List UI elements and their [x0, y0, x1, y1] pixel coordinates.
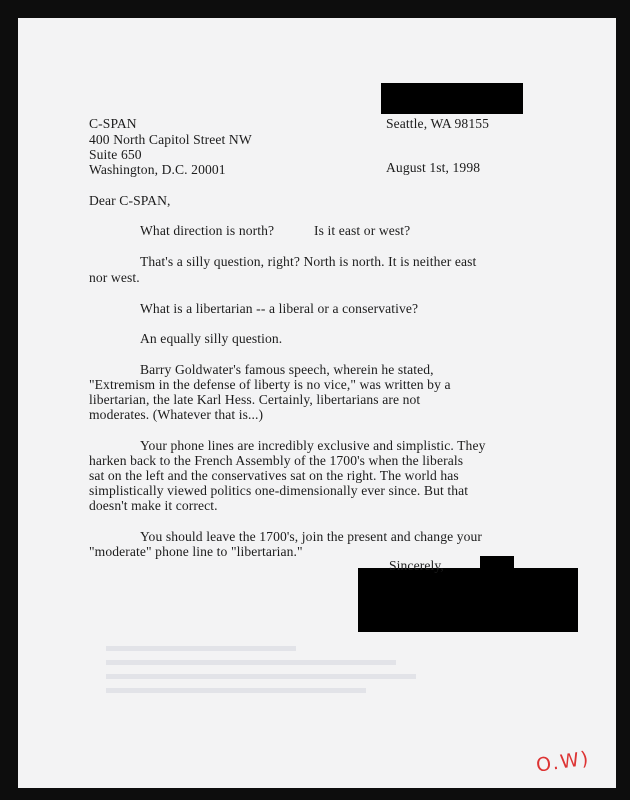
paragraph-7-line: "moderate" phone line to "libertarian.": [89, 544, 303, 559]
recipient-city: Washington, D.C. 20001: [89, 162, 226, 177]
recipient-suite: Suite 650: [89, 147, 142, 162]
paragraph-6-line: simplistically viewed politics one-dimensionally ever since. But that: [89, 483, 469, 498]
closing: Sincerely,: [389, 558, 444, 573]
recipient-name: C-SPAN: [89, 116, 137, 131]
paragraph-6-line: doesn't make it correct.: [89, 498, 218, 513]
paragraph-6-line: sat on the left and the conservatives sat on the right. The world has: [89, 468, 459, 483]
paragraph-5-line: libertarian, the late Karl Hess. Certainly, libertarians are not: [89, 392, 421, 407]
paragraph-5-line: "Extremism in the defense of liberty is no vice," was written by a: [89, 377, 451, 392]
bleed-through-text: [106, 646, 426, 716]
paragraph-2-line: That's a silly question, right? North is north. It is neither east: [140, 254, 477, 269]
paragraph-7-line: You should leave the 1700's, join the present and change your: [140, 529, 483, 544]
letter-page: [18, 18, 616, 788]
paragraph-3: What is a libertarian -- a liberal or a conservative?: [140, 301, 419, 316]
redacted-signature: [358, 568, 578, 632]
recipient-street: 400 North Capitol Street NW: [89, 132, 252, 147]
paragraph-1-question: What direction is north?: [140, 223, 275, 238]
paragraph-5-line: moderates. (Whatever that is...): [89, 407, 264, 422]
paragraph-5-line: Barry Goldwater's famous speech, wherein he stated,: [140, 362, 434, 377]
redacted-sender-name: [381, 83, 523, 114]
paragraph-6-line: Your phone lines are incredibly exclusive and simplistic. They: [140, 438, 486, 453]
paragraph-6-line: harken back to the French Assembly of the 1700's when the liberals: [89, 453, 464, 468]
salutation: Dear C-SPAN,: [89, 193, 171, 208]
sender-city: Seattle, WA 98155: [386, 116, 490, 131]
paragraph-2-line: nor west.: [89, 270, 140, 285]
handwritten-initials: O.W): [534, 747, 592, 777]
letter-date: August 1st, 1998: [386, 160, 481, 175]
paragraph-1-question-2: Is it east or west?: [314, 223, 411, 238]
paragraph-4: An equally silly question.: [140, 331, 283, 346]
